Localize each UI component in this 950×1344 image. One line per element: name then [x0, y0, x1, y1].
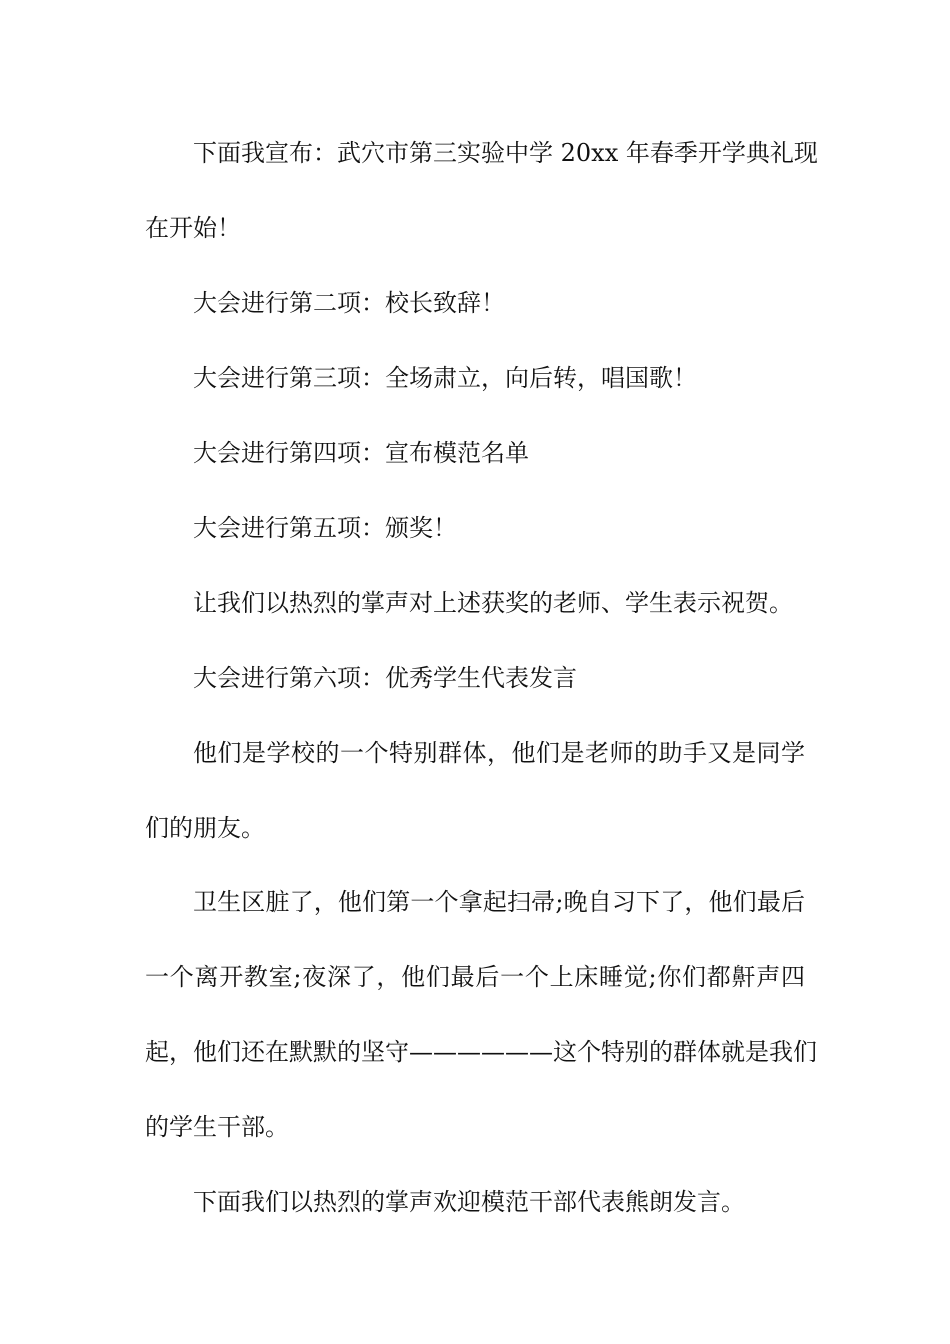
agenda-item-6: 大会进行第六项：优秀学生代表发言 — [193, 664, 577, 692]
agenda-item-4: 大会进行第四项：宣布模范名单 — [193, 439, 529, 467]
congratulations-line: 让我们以热烈的掌声对上述获奖的老师、学生表示祝贺。 — [193, 589, 793, 617]
paragraph-cadres-line-2: 一个离开教室;夜深了，他们最后一个上床睡觉;你们都鼾声四 — [145, 963, 805, 991]
agenda-item-3: 大会进行第三项：全场肃立，向后转，唱国歌！ — [193, 364, 697, 392]
welcome-speaker-line: 下面我们以热烈的掌声欢迎模范干部代表熊朗发言。 — [193, 1188, 745, 1216]
paragraph-announcement-line-2: 在开始！ — [145, 214, 241, 242]
paragraph-group-line-1: 他们是学校的一个特别群体，他们是老师的助手又是同学 — [193, 739, 805, 767]
paragraph-cadres-line-3: 起，他们还在默默的坚守——————这个特别的群体就是我们 — [145, 1038, 817, 1066]
paragraph-cadres-line-4: 的学生干部。 — [145, 1113, 289, 1141]
paragraph-announcement-line-1: 下面我宣布：武穴市第三实验中学 20xx 年春季开学典礼现 — [193, 139, 818, 167]
agenda-item-2: 大会进行第二项：校长致辞！ — [193, 289, 505, 317]
paragraph-cadres-line-1: 卫生区脏了，他们第一个拿起扫帚;晚自习下了，他们最后 — [193, 888, 805, 916]
paragraph-group-line-2: 们的朋友。 — [145, 814, 265, 842]
agenda-item-5: 大会进行第五项：颁奖！ — [193, 514, 457, 542]
